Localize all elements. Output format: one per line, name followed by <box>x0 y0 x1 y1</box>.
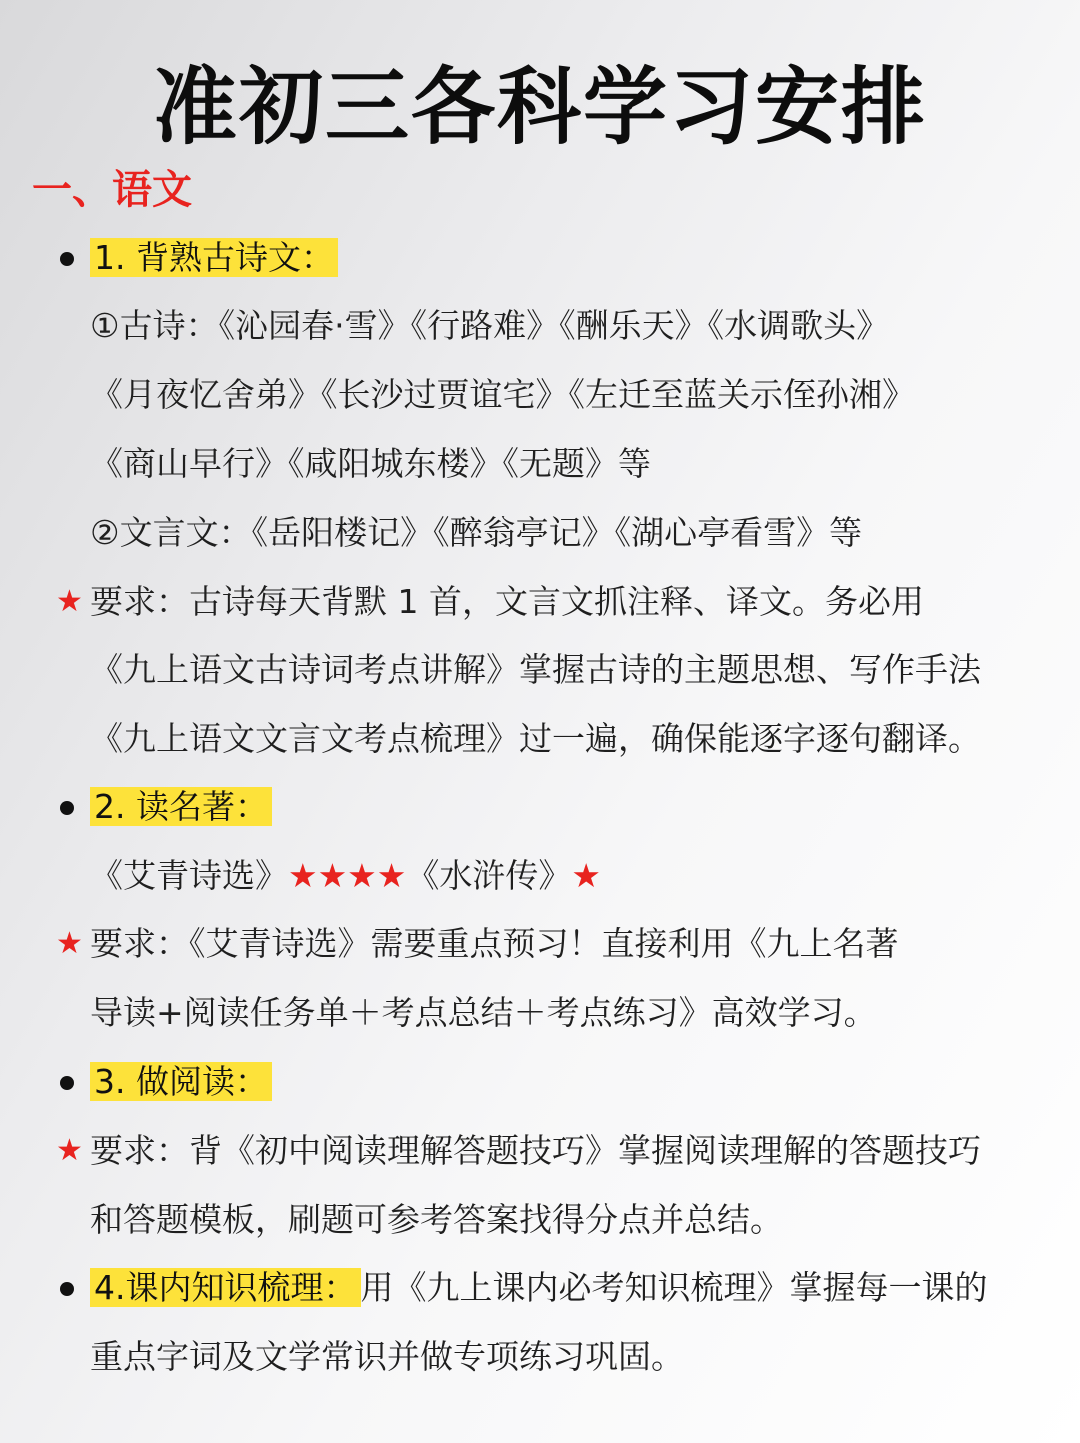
item-2-label: 2. 读名著： <box>90 787 272 826</box>
bullet-dot <box>60 801 74 815</box>
item-1-requirement-line-1: 要求：古诗每天背默 1 首，文言文抓注释、译文。务必用 <box>90 582 924 621</box>
book-title: 《水浒传》 <box>406 856 572 895</box>
item-1-row <box>90 234 1040 282</box>
poems-line-1: ①古诗：《沁园春·雪》《行路难》《酬乐天》《水调歌头》 <box>90 306 890 345</box>
star-icon: ★ <box>56 584 83 619</box>
bullet-dot <box>60 252 74 266</box>
item-3-requirement-line-2: 和答题模板，刷题可参考答案找得分点并总结。 <box>90 1200 783 1239</box>
item-2-requirement-line-1: 要求：《艾青诗选》需要重点预习！直接利用《九上名著 <box>90 924 899 963</box>
item-1-requirement-line-3: 《九上语文文言文考点梳理》过一遍，确保能逐字逐句翻译。 <box>90 719 981 758</box>
poems-line-3: 《商山早行》《咸阳城东楼》《无题》等 <box>90 444 651 483</box>
item-2-requirement-line-2: 导读+阅读任务单＋考点总结＋考点练习》高效学习。 <box>90 993 877 1032</box>
book-title: 《艾青诗选》 <box>90 856 288 895</box>
item-1-requirement-line-2: 《九上语文古诗词考点讲解》掌握古诗的主题思想、写作手法 <box>90 650 981 689</box>
bullet-dot <box>60 1076 74 1090</box>
rating-stars-icon: ★ <box>571 856 601 895</box>
book-list <box>90 852 1040 900</box>
item-3-label: 3. 做阅读： <box>90 1062 272 1101</box>
item-4-text-line-1: 用《九上课内必考知识梳理》掌握每一课的 <box>360 1268 988 1307</box>
prose-line: ②文言文：《岳阳楼记》《醉翁亭记》《湖心亭看雪》等 <box>90 513 863 552</box>
rating-stars-icon: ★★★★ <box>288 856 407 895</box>
page-title: 准初三各科学习安排 <box>152 58 927 156</box>
item-1-label: 1. 背熟古诗文： <box>90 238 338 277</box>
section-heading-chinese: 一、语文 <box>32 167 192 213</box>
poems-line-2: 《月夜忆舍弟》《长沙过贾谊宅》《左迁至蓝关示侄孙湘》 <box>90 375 915 414</box>
item-4-text-line-2: 重点字词及文学常识并做专项练习巩固。 <box>90 1337 684 1376</box>
item-2-row <box>90 783 1040 831</box>
item-4-label: 4.课内知识梳理： <box>90 1268 361 1307</box>
star-icon: ★ <box>56 1133 83 1168</box>
item-3-requirement-line-1: 要求：背《初中阅读理解答题技巧》掌握阅读理解的答题技巧 <box>90 1131 981 1170</box>
star-icon: ★ <box>56 926 83 961</box>
item-3-row <box>90 1058 1040 1106</box>
item-4-row <box>90 1264 1040 1312</box>
bullet-dot <box>60 1282 74 1296</box>
